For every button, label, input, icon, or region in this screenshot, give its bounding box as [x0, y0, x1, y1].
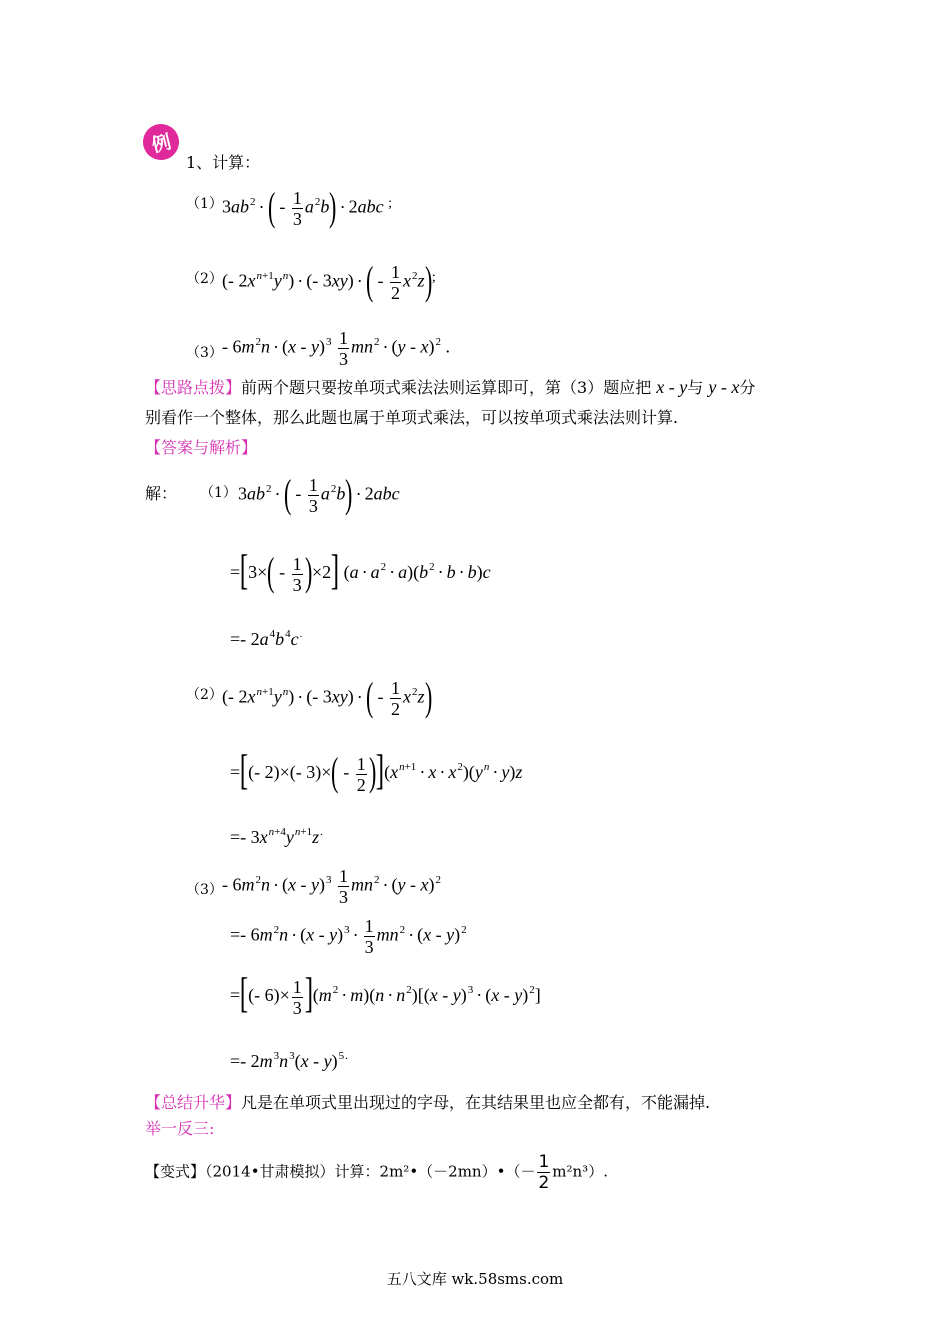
summary-line: 【总结升华】凡是在单项式里出现过的字母，在其结果里也应全都有，不能漏掉. [145, 1093, 711, 1112]
problem-title: 1、计算： [186, 153, 261, 172]
solution-3-label: （3） [186, 882, 223, 898]
answer-tag: 【答案与解析】 [145, 438, 258, 457]
solution-3-line-4: =- $2m^3n^3(x - y)^{5.}$ [230, 1050, 348, 1071]
hint-expr-1: x - y [656, 377, 688, 397]
solution-2-line-3: =- $3x^{n+4}y^{n+1}z^.$ [230, 826, 323, 847]
hint-line-2: 别看作一个整体，那么此题也属于单项式乘法，可以按单项式乘法法则计算. [145, 408, 679, 427]
hint-line-1: 【思路点拨】前两个题只要按单项式乘法法则运算即可，第（3）题应把 x - y与 y - x分 [145, 377, 756, 397]
practice-title: 举一反三: [145, 1119, 215, 1138]
summary-tag: 【总结升华】 [145, 1093, 242, 1112]
variant-tag: 【变式】 [145, 1162, 206, 1181]
problem-2-label: （2） [186, 271, 223, 287]
footer-watermark: 五八文库 wk.58sms.com [386, 1270, 564, 1288]
solution-2-line-2: =[(- 2)×(- 3)×( - $\frac{1}{2}$ )]$(x^{n+1} \cdot x \cdot x^2)(y^n \cdot y)z$ [230, 748, 523, 795]
solution-1-line-2: =[3×( - $\frac{1}{3}$ )×2] $(a \cdot a^2 \cdot a)(b^2 \cdot b \cdot b)c$ [230, 548, 491, 595]
solution-1-label: （1） [200, 485, 237, 501]
hint-tag: 【思路点拨】 [145, 378, 242, 397]
example-badge: 例 [139, 120, 183, 164]
solution-3-line-2: =- $6m^2n \cdot (x - y)^3$ · $\frac{1}{3}$ $mn^2 \cdot (x - y)^2$ [230, 916, 467, 957]
problem-2-expression: (- $2x^{n+1}y^n$) · (- 3xy) ·( - $\frac{1}{2}$ $x^2z)^;$ [222, 257, 436, 303]
solution-1-line-1: $3ab^2$ ·( - $\frac{1}{3}$ $a^2b) \cdot 2abc$ [238, 470, 400, 516]
solution-3-line-3: =[(- 6)× $\frac{1}{3}$ ]$(m^2 \cdot m)(n \cdot n^2)[(x - y)^3 \cdot (x - y)^2]$ [230, 971, 541, 1018]
solution-3-line-1: - $6m^2n \cdot (x - y)^3$ $\frac{1}{3}$ $mn^2 \cdot (y - x)^2$ [222, 866, 441, 907]
solution-2-line-1: (- $2x^{n+1}y^n$) · (- 3xy) ·( - $\frac{1}{2}$ $x^2z$) [222, 673, 432, 719]
solution-1-line-3: =- $2a^4b^4c^.$ [230, 628, 303, 649]
problem-3-label: （3） [186, 345, 223, 361]
variant-line: 【变式】（2014•甘肃模拟）计算：2m²•（－2mn）•（－ $\frac{1}{2}$ m²n³）. [145, 1152, 608, 1193]
solution-2-label: （2） [186, 687, 223, 703]
solution-prefix: 解： [145, 484, 178, 503]
hint-expr-2: y - x [708, 377, 740, 397]
problem-1-expression: $3ab^2$ ·( - $\frac{1}{3}$ $a^2b) \cdot 2abc$ ; [222, 183, 393, 229]
problem-1-label: （1） [186, 196, 223, 212]
problem-3-expression: - $6m^2n \cdot (x - y)^3$ $\frac{1}{3}$ $mn^2 \cdot (y - x)^2$ . [222, 328, 450, 369]
